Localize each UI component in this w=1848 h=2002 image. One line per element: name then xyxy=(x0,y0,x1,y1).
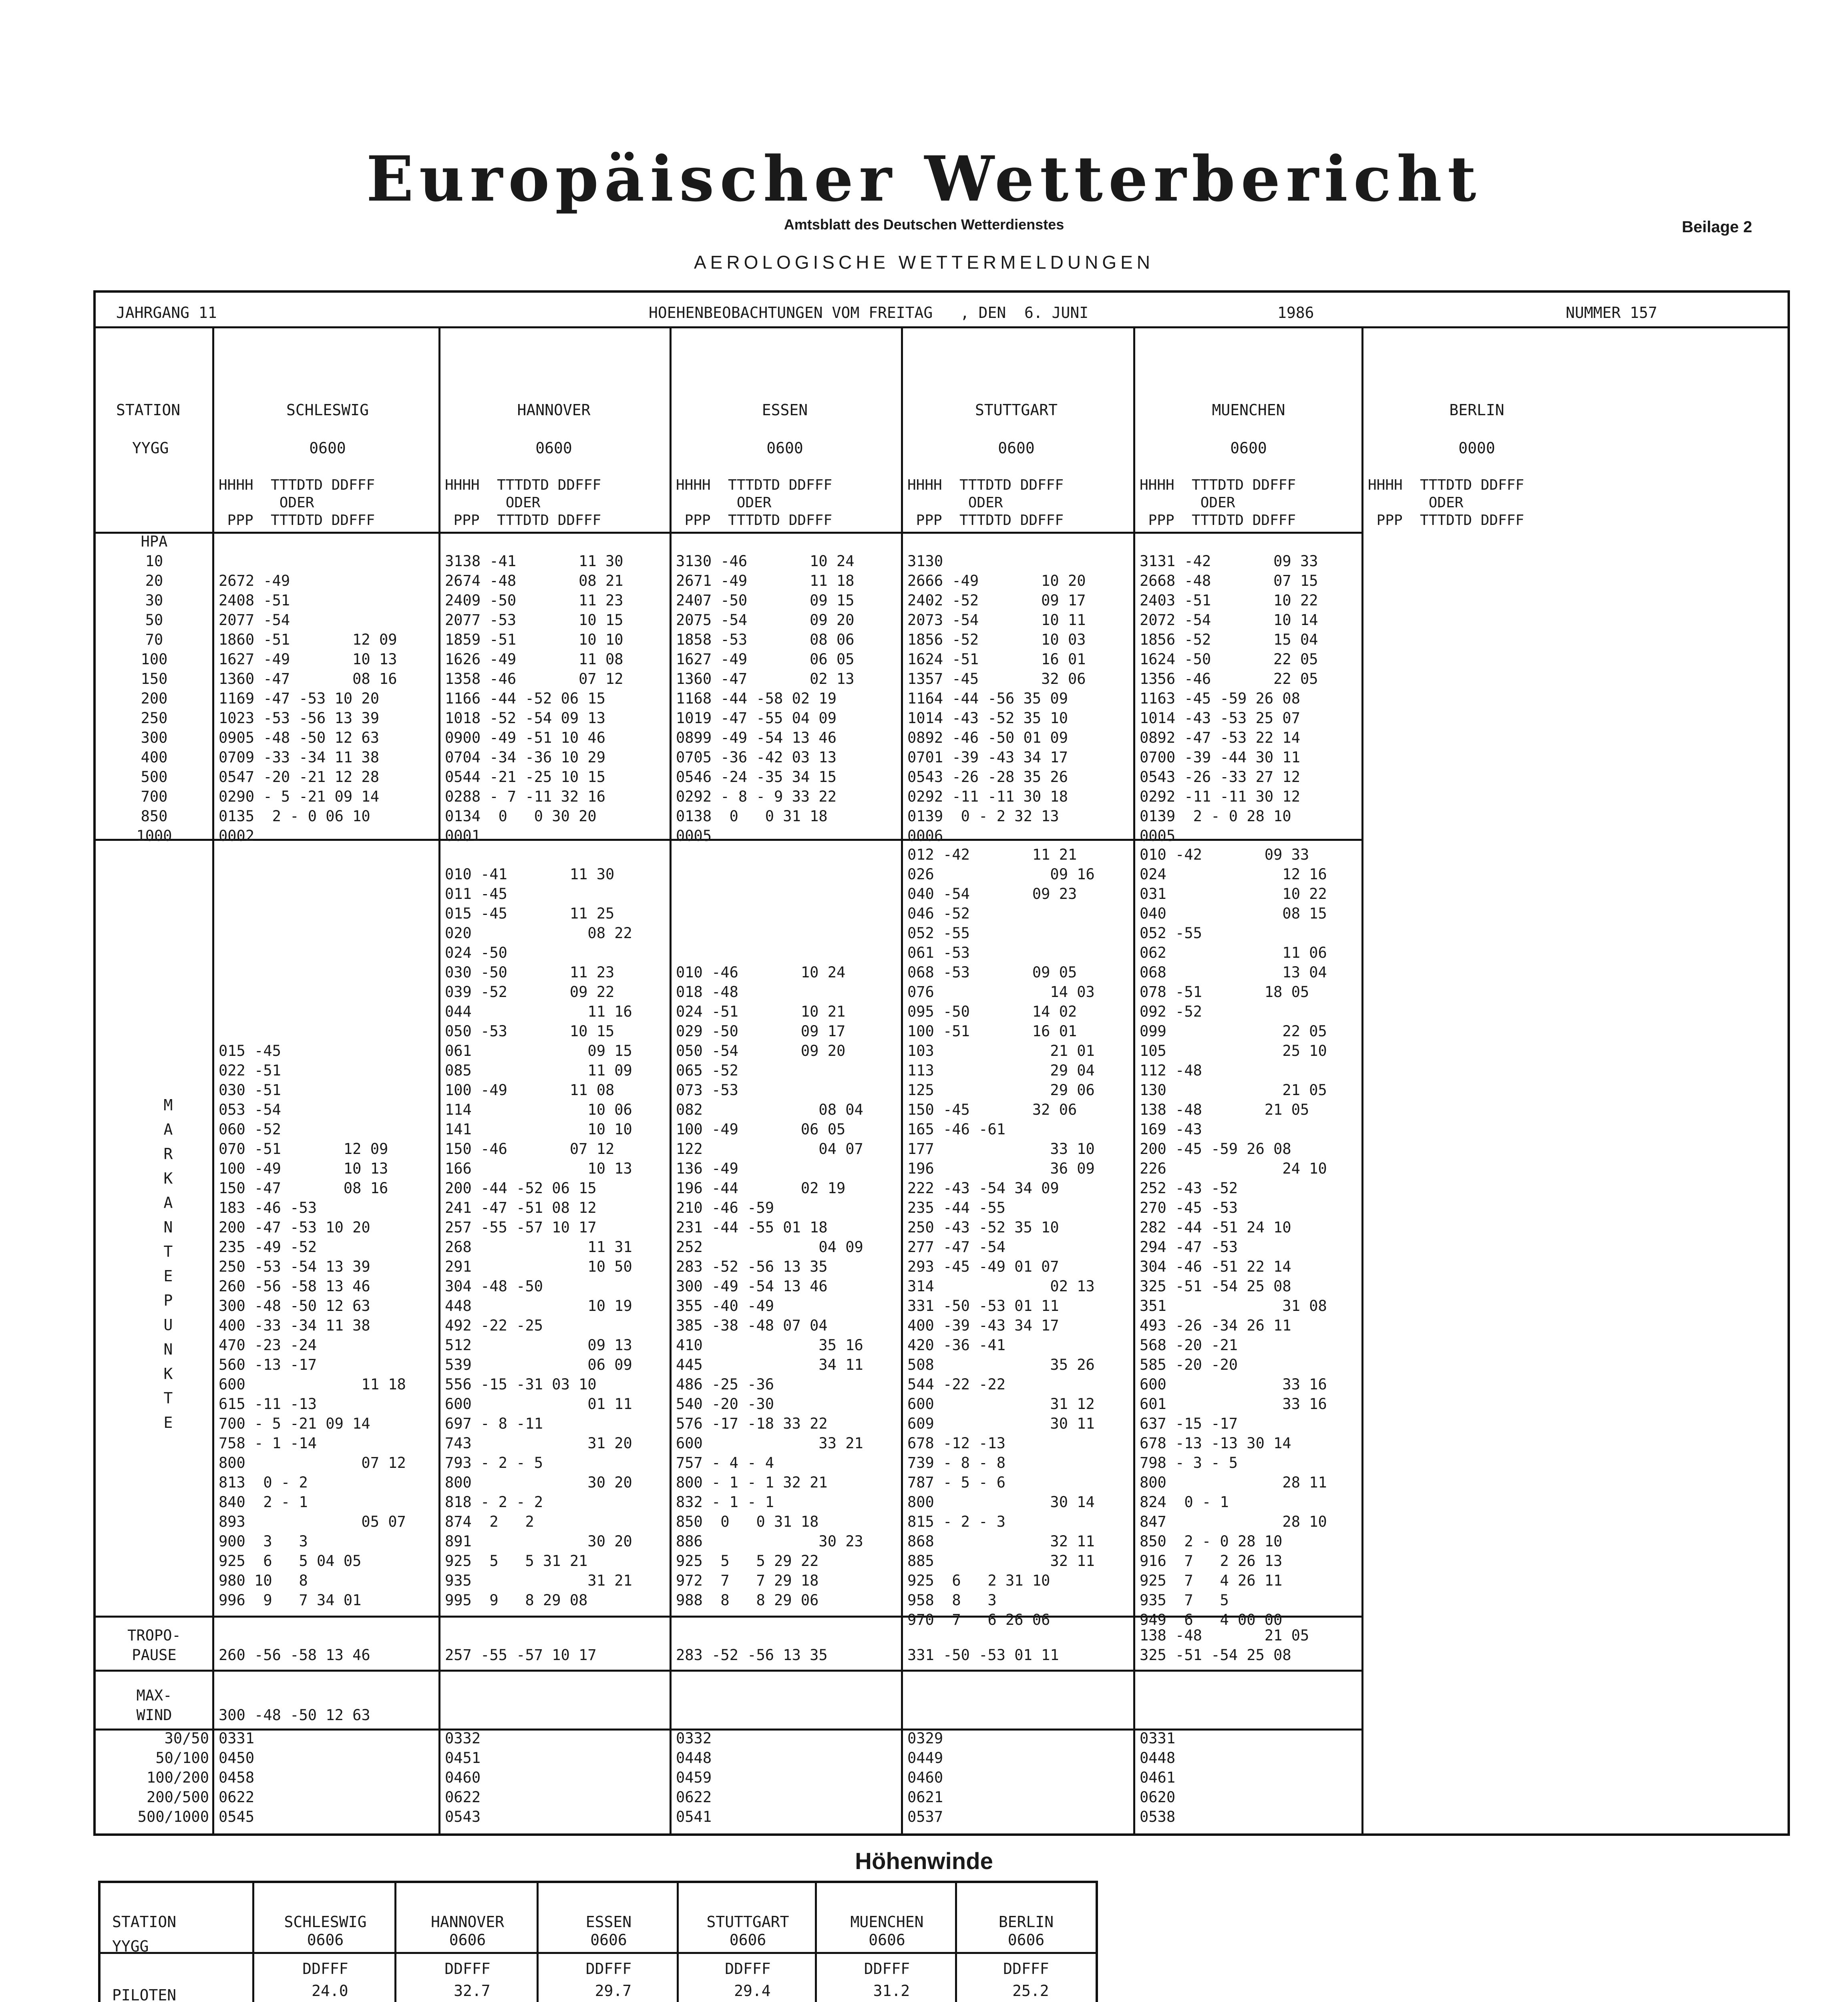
hw-station-name: HANNOVER xyxy=(430,1913,505,1931)
sig-letter: K xyxy=(163,1365,173,1383)
station-label: STATION xyxy=(116,401,181,419)
sig-letter: R xyxy=(163,1145,173,1163)
max-wind-label: MAX- WIND xyxy=(136,1687,172,1724)
sig-letter: A xyxy=(163,1121,173,1138)
hw-station-name: STUTTGART xyxy=(706,1913,789,1931)
sig-letter: K xyxy=(163,1170,173,1187)
publisher-subtitle: Amtsblatt des Deutschen Wetterdienstes xyxy=(784,216,1064,233)
jahrgang: JAHRGANG 11 xyxy=(116,304,217,322)
standard-levels: 3138 -41 11 30 2674 -48 08 21 2409 -50 11 23 2077 -53 10 15 1859 -51 10 10 1626 -49 11 08 1358 -46 07 12 1166 -44 -52 06 15 1018 -52 -54 09 13 0900 -49 -51 10 46 0704 -34 -36 10 29 0544 -21 -25 10 15 0288 - 7 -11 32 16 0134 0 0 30 20 0001 xyxy=(445,553,623,844)
hw-station-time: 0606 xyxy=(1007,1931,1045,1949)
station-time: 0600 xyxy=(535,439,572,457)
signifikante-punkte-label xyxy=(156,1093,180,1435)
significant-points: 010 -41 11 30 011 -45 015 -45 11 25 020 08 22 024 -50 030 -50 11 23 039 -52 09 22 044 11 16 050 -53 10 15 061 09 15 085 11 09 100 -49 11 08 114 10 06 141 10 10 150 -46 07 12 166 10 13 200 -44 -52 06 15 241 -47 -51 08 12 257 -55 -57 10 17 268 11 31 291 10 50 304 -48 -50 448 10 19 492 -22 -25 512 09 13 539 06 09 556 -15 -31 03 10 600 01 11 697 - 8 -11 743 31 20 793 - 2 - 5 800 30 20 818 - 2 - 2 874 2 2 891 30 20 925 5 5 31 21 935 31 21 995 9 8 29 08 xyxy=(445,866,632,1609)
significant-points: 010 -42 09 33 024 12 16 031 10 22 040 08 15 052 -55 062 11 06 068 13 04 078 -51 18 05 092 -52 099 22 05 105 25 10 112 -48 130 21 05 138 -48 21 05 169 -43 200 -45 -59 26 08 226 24 10 252 -43 -52 270 -45 -53 282 -44 -51 24 10 294 -47 -53 304 -46 -51 22 14 325 -51 -54 25 08 351 31 08 493 -26 -34 26 11 568 -20 -21 585 -20 -20 600 33 16 601 33 16 637 -15 -17 678 -13 -13 30 14 798 - 3 - 5 800 28 11 824 0 - 1 847 28 10 850 2 - 0 28 10 916 7 2 26 13 925 7 4 26 11 935 7 5 949 6 4 00 00 xyxy=(1140,846,1327,1628)
column-header: HHHH TTTDTD DDFFF ODER PPP TTTDTD DDFFF xyxy=(676,477,833,529)
station-time: 0600 xyxy=(766,439,803,457)
sig-letter: N xyxy=(163,1218,173,1236)
column-header: HHHH TTTDTD DDFFF ODER PPP TTTDTD DDFFF xyxy=(1368,477,1524,529)
thickness-data: 0331 0450 0458 0622 0545 xyxy=(219,1730,255,1825)
tropopause-data: 138 -48 21 05 325 -51 -54 25 08 xyxy=(1140,1627,1309,1664)
tropopause-data: 257 -55 -57 10 17 xyxy=(445,1646,597,1664)
station-name: BERLIN xyxy=(1449,401,1504,419)
station-name: STUTTGART xyxy=(975,401,1058,419)
hw-gipfel: DDFFF 24.0 xyxy=(302,1960,348,2000)
sig-letter: E xyxy=(163,1414,173,1431)
hoehenwinde-title: Höhenwinde xyxy=(855,1848,993,1874)
hw-gipfel: DDFFF 25.2 xyxy=(1003,1960,1049,2000)
significant-points: 010 -46 10 24 018 -48 024 -51 10 21 029 -50 09 17 050 -54 09 20 065 -52 073 -53 082 08 04 100 -49 06 05 122 04 07 136 -49 196 -44 02 19 210 -46 -59 231 -44 -55 01 18 252 04 09 283 -52 -56 13 35 300 -49 -54 13 46 355 -40 -49 385 -38 -48 07 04 410 35 16 445 34 11 486 -25 -36 540 -20 -30 576 -17 -18 33 22 600 33 21 757 - 4 - 4 800 - 1 - 1 32 21 832 - 1 - 1 850 0 0 31 18 886 30 23 925 5 5 29 22 972 7 7 29 18 988 8 8 29 06 xyxy=(676,964,863,1609)
column-header: HHHH TTTDTD DDFFF ODER PPP TTTDTD DDFFF xyxy=(1140,477,1296,529)
thickness-data: 0329 0449 0460 0621 0537 xyxy=(907,1730,943,1825)
thickness-data: 0331 0448 0461 0620 0538 xyxy=(1140,1730,1176,1825)
station-name: SCHLESWIG xyxy=(286,401,369,419)
significant-points: 012 -42 11 21 026 09 16 040 -54 09 23 046 -52 052 -55 061 -53 068 -53 09 05 076 14 03 095 -50 14 02 100 -51 16 01 103 21 01 113 29 04 125 29 06 150 -45 32 06 165 -46 -61 177 33 10 196 36 09 222 -43 -54 34 09 235 -44 -55 250 -43 -52 35 10 277 -47 -54 293 -45 -49 01 07 314 02 13 331 -50 -53 01 11 400 -39 -43 34 17 420 -36 -41 508 35 26 544 -22 -22 600 31 12 609 30 11 678 -12 -13 739 - 8 - 8 787 - 5 - 6 800 30 14 815 - 2 - 3 868 32 11 885 32 11 925 6 2 31 10 958 8 3 970 7 6 26 06 xyxy=(907,846,1095,1628)
thickness-data: 0332 0451 0460 0622 0543 xyxy=(445,1730,481,1825)
column-header: HHHH TTTDTD DDFFF ODER PPP TTTDTD DDFFF xyxy=(445,477,601,529)
sig-letter: T xyxy=(163,1243,173,1260)
thickness-levels: 30/50 50/100 100/200 200/500 500/1000 xyxy=(137,1730,209,1825)
column-header: HHHH TTTDTD DDFFF ODER PPP TTTDTD DDFFF xyxy=(907,477,1064,529)
hw-gipfel: DDFFF 32.7 xyxy=(444,1960,491,2000)
hw-gipfel: DDFFF 29.4 xyxy=(725,1960,771,2000)
section-title: AEROLOGISCHE WETTERMELDUNGEN xyxy=(694,252,1154,273)
station-name: ESSEN xyxy=(762,401,808,419)
hw-station-time: 0606 xyxy=(729,1931,766,1949)
hw-gipfel: DDFFF 29.7 xyxy=(585,1960,632,2000)
station-time: 0600 xyxy=(309,439,346,457)
max-wind-data: 300 -48 -50 12 63 xyxy=(219,1707,370,1724)
standard-levels: 3130 2666 -49 10 20 2402 -52 09 17 2073 -54 10 11 1856 -52 10 03 1624 -51 16 01 1357 -45 32 06 1164 -44 -56 35 09 1014 -43 -52 35 10 0892 -46 -50 01 09 0701 -39 -43 34 17 0543 -26 -28 35 26 0292 -11 -11 30 18 0139 0 - 2 32 13 0006 xyxy=(907,553,1086,844)
station-name: MUENCHEN xyxy=(1212,401,1285,419)
sig-letter: M xyxy=(163,1096,173,1114)
issue-number: NUMMER 157 xyxy=(1566,304,1657,322)
hw-station-time: 0606 xyxy=(869,1931,905,1949)
significant-points: 015 -45 022 -51 030 -51 053 -54 060 -52 070 -51 12 09 100 -49 10 13 150 -47 08 16 183 -46 -53 200 -47 -53 10 20 235 -49 -52 250 -53 -54 13 39 260 -56 -58 13 46 300 -48 -50 12 63 400 -33 -34 11 38 470 -23 -24 560 -13 -17 600 11 18 615 -11 -13 700 - 5 -21 09 14 758 - 1 -14 800 07 12 813 0 - 2 840 2 - 1 893 05 07 900 3 3 925 6 5 04 05 980 10 8 996 9 7 34 01 xyxy=(219,1042,406,1609)
station-time: 0600 xyxy=(998,439,1035,457)
station-time: 0000 xyxy=(1458,439,1495,457)
hw-station-time: 0606 xyxy=(307,1931,344,1949)
divider xyxy=(93,326,1790,328)
observation-date: HOEHENBEOBACHTUNGEN VOM FREITAG , DEN 6. JUNI xyxy=(649,304,1089,322)
sig-letter: N xyxy=(163,1341,173,1358)
sig-letter: P xyxy=(163,1292,173,1309)
sig-letter: U xyxy=(163,1316,173,1334)
station-name: HANNOVER xyxy=(517,401,591,419)
tropopause-label: TROPO- PAUSE xyxy=(127,1627,181,1664)
tropopause-data: 331 -50 -53 01 11 xyxy=(907,1646,1059,1664)
hoehenwinde-labels: STATION YYGG PILOTEN xyxy=(112,1913,177,2002)
sig-letter: T xyxy=(163,1389,173,1407)
standard-levels: 2672 -49 2408 -51 2077 -54 1860 -51 12 09 1627 -49 10 13 1360 -47 08 16 1169 -47 -53 10 20 1023 -53 -56 13 39 0905 -48 -50 12 63 0709 -33 -34 11 38 0547 -20 -21 12 28 0290 - 5 -21 09 14 0135 2 - 0 06 10 0002 xyxy=(219,572,397,844)
hpa-levels: HPA 10 20 30 50 70 100 150 200 250 300 400 500 700 850 1000 xyxy=(136,533,172,844)
tropopause-data: 283 -52 -56 13 35 xyxy=(676,1646,828,1664)
station-time: 0600 xyxy=(1230,439,1267,457)
column-header: HHHH TTTDTD DDFFF ODER PPP TTTDTD DDFFF xyxy=(219,477,375,529)
sig-letter: A xyxy=(163,1194,173,1212)
hw-station-name: SCHLESWIG xyxy=(284,1913,367,1931)
hw-station-time: 0606 xyxy=(449,1931,486,1949)
hw-station-name: ESSEN xyxy=(585,1913,632,1931)
standard-levels: 3131 -42 09 33 2668 -48 07 15 2403 -51 10 22 2072 -54 10 14 1856 -52 15 04 1624 -50 22 05 1356 -46 22 05 1163 -45 -59 26 08 1014 -43 -53 25 07 0892 -47 -53 22 14 0700 -39 -44 30 11 0543 -26 -33 27 12 0292 -11 -11 30 12 0139 2 - 0 28 10 0005 xyxy=(1140,553,1318,844)
hw-station-name: BERLIN xyxy=(998,1913,1054,1931)
hw-station-time: 0606 xyxy=(590,1931,627,1949)
page-title: Europäischer Wetterbericht xyxy=(366,142,1482,215)
hw-gipfel: DDFFF 31.2 xyxy=(864,1960,910,2000)
hw-station-name: MUENCHEN xyxy=(850,1913,924,1931)
tropopause-data: 260 -56 -58 13 46 xyxy=(219,1646,370,1664)
sig-letter: E xyxy=(163,1267,173,1285)
yygg-label: YYGG xyxy=(132,439,169,457)
standard-levels: 3130 -46 10 24 2671 -49 11 18 2407 -50 09 15 2075 -54 09 20 1858 -53 08 06 1627 -49 06 05 1360 -47 02 13 1168 -44 -58 02 19 1019 -47 -55 04 09 0899 -49 -54 13 46 0705 -36 -42 03 13 0546 -24 -35 34 15 0292 - 8 - 9 33 22 0138 0 0 31 18 0005 xyxy=(676,553,855,844)
year: 1986 xyxy=(1277,304,1314,322)
supplement-label: Beilage 2 xyxy=(1682,218,1752,236)
thickness-data: 0332 0448 0459 0622 0541 xyxy=(676,1730,712,1825)
